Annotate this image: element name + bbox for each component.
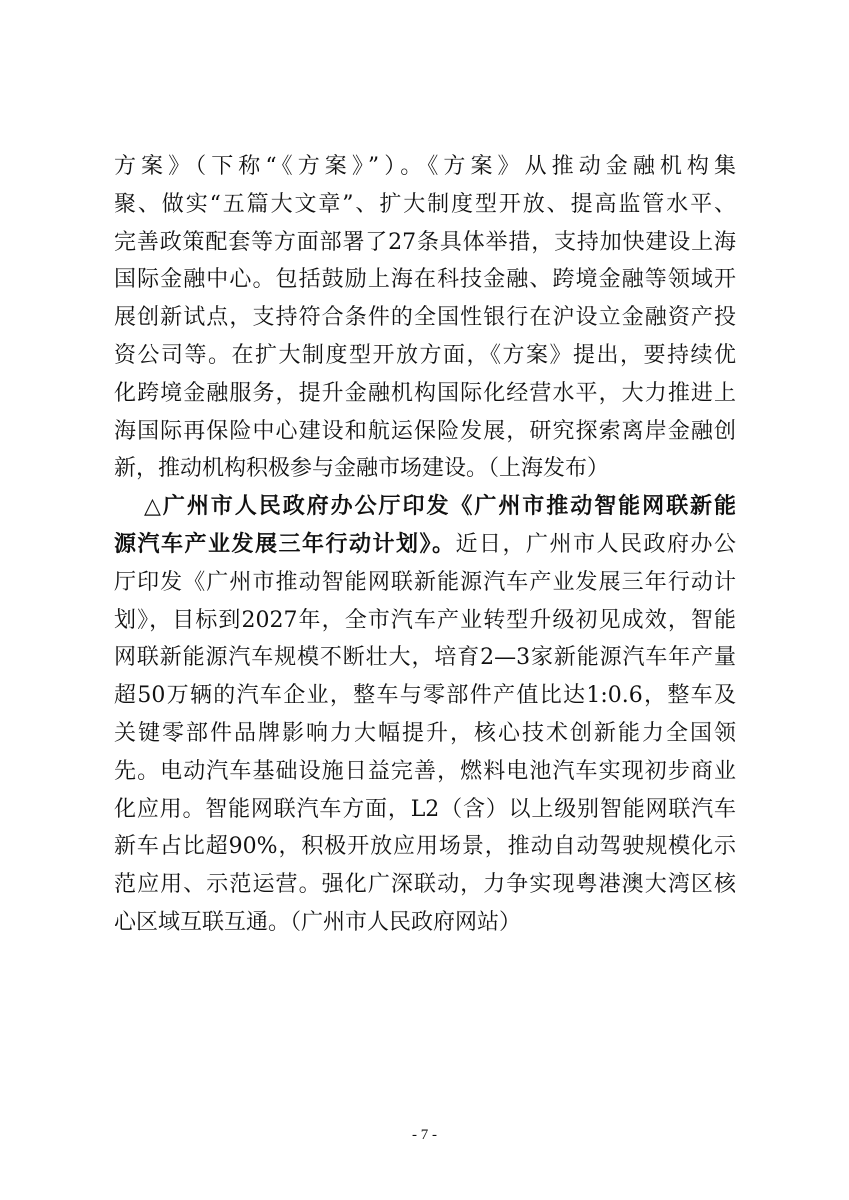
text-line: 化应用。智能网联汽车方面，L2（含）以上级别智能网联汽车 — [114, 796, 736, 822]
document-body — [114, 148, 736, 942]
text-line: 聚、做实“五篇大文章”、扩大制度型开放、提高监管水平、 — [114, 191, 736, 217]
text-line: 展创新试点，支持符合条件的全国性银行在沪设立金融资产投 — [114, 305, 736, 331]
text-line: 超50万辆的汽车企业，整车与零部件产值比达1:0.6，整车及 — [114, 683, 736, 709]
text-line: 网联新能源汽车规模不断壮大，培育2—3家新能源汽车年产量 — [114, 645, 736, 671]
text-line: 关键零部件品牌影响力大幅提升，核心技术创新能力全国领 — [114, 720, 736, 746]
text-line: 海国际再保险中心建设和航运保险发展，研究探索离岸金融创 — [114, 418, 736, 444]
text-line: 厅印发《广州市推动智能网联新能源汽车产业发展三年行动计 — [114, 569, 736, 595]
text-line: 化跨境金融服务，提升金融机构国际化经营水平，大力推进上 — [114, 380, 736, 406]
headline-rest-text: 近日，广州市人民政府办公 — [455, 531, 736, 557]
text-line: 资公司等。在扩大制度型开放方面，《方案》提出，要持续优 — [114, 342, 736, 368]
text-line: 划》，目标到2027年，全市汽车产业转型升级初见成效，智能 — [114, 607, 736, 633]
headline-line — [114, 526, 736, 564]
text-line: 方案》（下称“《方案》”）。《方案》从推动金融机构集 — [114, 154, 736, 179]
paragraph-guangzhou-nev — [114, 488, 736, 942]
text-line: 国际金融中心。包括鼓励上海在科技金融、跨境金融等领域开 — [114, 267, 736, 293]
text-line: 新，推动机构积极参与金融市场建设。（上海发布） — [114, 456, 610, 482]
text-line: 完善政策配套等方面部署了27条具体举措，支持加快建设上海 — [114, 229, 736, 255]
text-line: 新车占比超90%，积极开放应用场景，推动自动驾驶规模化示 — [114, 834, 736, 860]
headline-line: △广州市人民政府办公厅印发《广州市推动智能网联新能 — [144, 493, 736, 520]
text-line: 心区域互联互通。（广州市人民政府网站） — [114, 909, 522, 935]
text-line: 先。电动汽车基础设施日益完善，燃料电池汽车实现初步商业 — [114, 758, 736, 784]
text-line: 范应用、示范运营。强化广深联动，力争实现粤港澳大湾区核 — [114, 872, 736, 898]
page-number: - 7 - — [412, 1127, 437, 1143]
headline-bold-text: 源汽车产业发展三年行动计划》。 — [114, 530, 456, 557]
paragraph-shanghai-finance — [114, 148, 736, 488]
